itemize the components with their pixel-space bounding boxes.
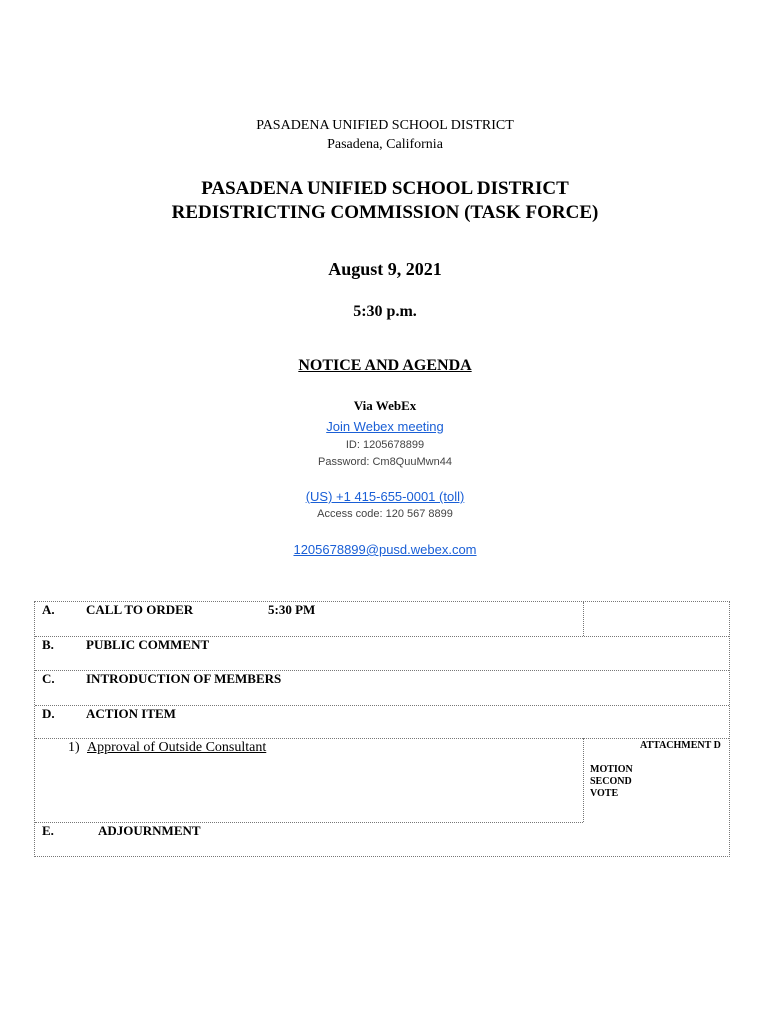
agenda-introduction: INTRODUCTION OF MEMBERS	[86, 671, 282, 686]
motion-label: MOTION	[590, 764, 633, 775]
row-divider	[35, 738, 729, 739]
district-name: PASADENA UNIFIED SCHOOL DISTRICT	[256, 118, 514, 133]
column-divider	[583, 738, 584, 822]
join-webex-link[interactable]: Join Webex meeting	[326, 419, 444, 434]
second-label: SECOND	[590, 776, 632, 787]
action-item-approval: Approval of Outside Consultant	[87, 740, 267, 755]
title-line-1: PASADENA UNIFIED SCHOOL DISTRICT	[201, 178, 569, 199]
email-row	[0, 541, 770, 559]
access-code: Access code: 120 567 8899	[317, 508, 453, 520]
agenda-public-comment: PUBLIC COMMENT	[86, 637, 210, 652]
phone-link[interactable]: (US) +1 415-655-0001 (toll)	[305, 489, 465, 504]
agenda-call-time: 5:30 PM	[268, 602, 316, 617]
agenda-letter-e: E.	[42, 823, 54, 838]
agenda-adjournment: ADJOURNMENT	[98, 823, 201, 838]
notice-heading: NOTICE AND AGENDA	[298, 357, 472, 374]
action-item-number: 1)	[68, 740, 80, 755]
meeting-id: ID: 1205678899	[345, 439, 425, 451]
phone-row	[0, 488, 770, 506]
join-webex-row	[0, 418, 770, 436]
agenda-table	[34, 601, 730, 857]
via-webex: Via WebEx	[353, 398, 417, 413]
webex-email-link[interactable]: 1205678899@pusd.webex.com	[293, 542, 477, 557]
column-divider	[583, 602, 584, 636]
agenda-call-to-order: CALL TO ORDER	[86, 602, 194, 617]
agenda-letter-b: B.	[42, 637, 54, 652]
district-city: Pasadena, California	[327, 137, 443, 152]
meeting-password: Password: Cm8QuuMwn44	[318, 456, 452, 468]
title-line-2: REDISTRICTING COMMISSION (TASK FORCE)	[171, 202, 599, 223]
agenda-action-item: ACTION ITEM	[86, 706, 176, 721]
meeting-time: 5:30 p.m.	[353, 303, 417, 320]
agenda-letter-d: D.	[42, 706, 55, 721]
vote-label: VOTE	[590, 788, 619, 799]
meeting-date: August 9, 2021	[328, 259, 442, 279]
agenda-letter-c: C.	[42, 671, 55, 686]
attachment-label: ATTACHMENT D	[640, 740, 721, 751]
agenda-letter-a: A.	[42, 602, 55, 617]
